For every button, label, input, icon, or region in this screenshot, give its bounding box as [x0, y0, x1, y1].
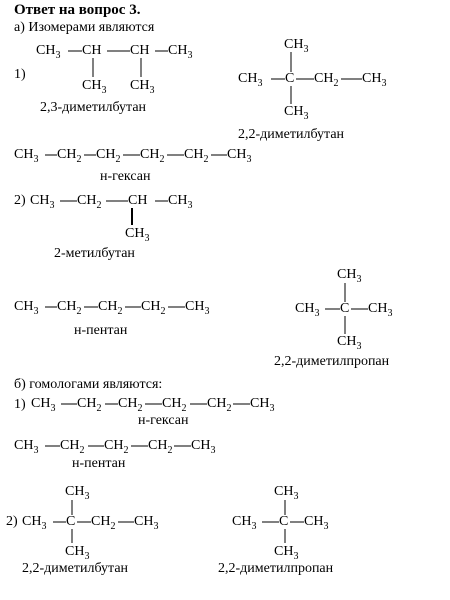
item-number: 2)	[14, 193, 26, 208]
methyl-group: $CH_3$	[134, 514, 159, 532]
methine-group: CH	[82, 43, 102, 58]
methylene-group: $CH_2$	[162, 396, 187, 414]
methylene-group: $CH_2$	[118, 396, 143, 414]
methine-group: CH	[128, 193, 148, 208]
methyl-group: $CH_3$	[227, 147, 252, 165]
compound-name: н-гексан	[100, 169, 151, 184]
compound-name: н-пентан	[74, 323, 128, 338]
methyl-group: $CH_3$	[295, 301, 320, 319]
methyl-group: $CH_3$	[65, 544, 90, 562]
methyl-group: $CH_3$	[337, 267, 362, 285]
methylene-group: $CH_2$	[104, 438, 129, 456]
carbon-atom: C	[285, 71, 295, 86]
methylene-group: $CH_2$	[60, 438, 85, 456]
methyl-group: $CH_3$	[125, 226, 150, 244]
methyl-group: $CH_3$	[14, 147, 39, 165]
methyl-group: $CH_3$	[238, 71, 263, 89]
methyl-group: $CH_3$	[82, 78, 107, 96]
item-number: 1)	[14, 397, 26, 412]
methyl-group: $CH_3$	[362, 71, 387, 89]
methyl-group: $CH_3$	[304, 514, 329, 532]
methylene-group: $CH_2$	[140, 147, 165, 165]
methylene-group: $CH_2$	[98, 299, 123, 317]
methyl-group: $CH_3$	[168, 193, 193, 211]
methylene-group: $CH_2$	[57, 147, 82, 165]
methyl-group: $CH_3$	[185, 299, 210, 317]
carbon-atom: C	[279, 514, 289, 529]
methyl-group: $CH_3$	[22, 514, 47, 532]
compound-name: 2,3-диметилбутан	[40, 100, 147, 115]
methine-group: CH	[130, 43, 150, 58]
methyl-group: $CH_3$	[232, 514, 257, 532]
methyl-group: $CH_3$	[30, 193, 55, 211]
answer-heading: Ответ на вопрос 3.	[14, 2, 141, 18]
methyl-group: $CH_3$	[337, 334, 362, 352]
methylene-group: $CH_2$	[57, 299, 82, 317]
methylene-group: $CH_2$	[96, 147, 121, 165]
compound-name: 2,2-диметилпропан	[274, 354, 390, 369]
compound-name: 2-метилбутан	[54, 246, 135, 261]
item-number: 1)	[14, 67, 26, 82]
methylene-group: $CH_2$	[77, 193, 102, 211]
methyl-group: $CH_3$	[284, 104, 309, 122]
methyl-group: $CH_3$	[191, 438, 216, 456]
compound-name: 2,2-диметилпропан	[218, 561, 334, 576]
methyl-group: $CH_3$	[284, 37, 309, 55]
item-number: 2)	[6, 514, 18, 529]
methyl-group: $CH_3$	[14, 438, 39, 456]
compound-name: н-пентан	[72, 456, 126, 471]
methylene-group: $CH_2$	[314, 71, 339, 89]
methyl-group: $CH_3$	[130, 78, 155, 96]
methyl-group: $CH_3$	[36, 43, 61, 61]
carbon-atom: C	[66, 514, 76, 529]
methyl-group: $CH_3$	[31, 396, 56, 414]
methyl-group: $CH_3$	[250, 396, 275, 414]
compound-name: 2,2-диметилбутан	[22, 561, 129, 576]
part-a-label: а) Изомерами являются	[14, 20, 155, 35]
methylene-group: $CH_2$	[141, 299, 166, 317]
methylene-group: $CH_2$	[148, 438, 173, 456]
methyl-group: $CH_3$	[14, 299, 39, 317]
methylene-group: $CH_2$	[184, 147, 209, 165]
carbon-atom: C	[340, 301, 350, 316]
methylene-group: $CH_2$	[207, 396, 232, 414]
methyl-group: $CH_3$	[274, 544, 299, 562]
compound-name: н-гексан	[138, 413, 189, 428]
methyl-group: $CH_3$	[274, 484, 299, 502]
methyl-group: $CH_3$	[368, 301, 393, 319]
compound-name: 2,2-диметилбутан	[238, 127, 345, 142]
methyl-group: $CH_3$	[168, 43, 193, 61]
methylene-group: $CH_2$	[91, 514, 116, 532]
methyl-group: $CH_3$	[65, 484, 90, 502]
methylene-group: $CH_2$	[77, 396, 102, 414]
part-b-label: б) гомологами являются:	[14, 377, 163, 392]
